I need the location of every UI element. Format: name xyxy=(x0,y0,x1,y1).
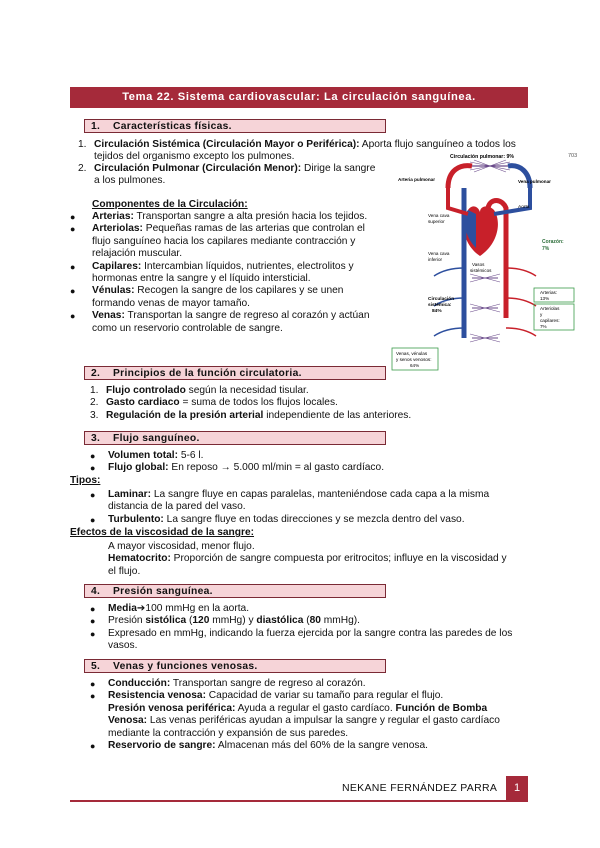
item-text: relajación muscular. xyxy=(92,248,183,260)
systemic-label-2: sistémica: xyxy=(428,303,452,308)
ivc-label-2: inferior xyxy=(428,257,443,262)
bullet-icon: ● xyxy=(90,691,96,702)
item-term: Función de Bomba xyxy=(395,702,488,714)
list-item xyxy=(90,690,528,740)
item-term: Circulación Sistémica (Circulación Mayor o Periférica): xyxy=(94,139,360,150)
circulation-diagram xyxy=(390,148,582,374)
bullet-icon: ● xyxy=(70,224,76,235)
item-term: Vénulas: xyxy=(92,285,135,297)
item-text: mmHg). xyxy=(320,615,361,627)
item-text: Las venas periféricas ayudan a impulsar la sangre y regular el gasto cardíaco xyxy=(147,715,500,727)
item-term: Arterias: xyxy=(92,211,134,222)
item-text: Aporta flujo sanguíneo a todos los xyxy=(359,139,516,150)
list-item xyxy=(70,310,387,335)
numbered-item xyxy=(78,163,398,188)
section-header-5 xyxy=(84,659,386,673)
item-value: 120 xyxy=(192,615,210,627)
item-text: La sangre fluye en capas paralelas, manteniéndose cada capa a la misma xyxy=(151,489,490,500)
arterioles-label-1: Arteriolas xyxy=(540,306,560,311)
viscosity-text xyxy=(108,541,528,578)
item-text: Expresado en mmHg, indicando la fuerza ejercida por la sangre contra las paredes de los xyxy=(108,627,513,639)
page-number: 1 xyxy=(506,776,528,800)
section-header-4 xyxy=(84,584,386,598)
item-term: Gasto cardiaco xyxy=(106,397,180,409)
item-term: diastólica xyxy=(256,615,304,627)
systemic-label-3: 84% xyxy=(432,309,442,314)
item-term: Reservorio de sangre: xyxy=(108,740,216,752)
veins-label-1: Venas, vénulas xyxy=(396,351,428,356)
item-text: Pequeñas ramas de las arterias que controlan el xyxy=(142,223,365,235)
list-item xyxy=(90,385,490,397)
item-term: Flujo global: xyxy=(108,462,169,474)
item-text: = suma de todos los flujos locales. xyxy=(179,397,338,409)
list-item xyxy=(90,462,528,474)
item-term: Turbulento: xyxy=(108,513,164,525)
section-header-2 xyxy=(84,366,386,380)
item-text: mmHg) y xyxy=(209,615,257,627)
item-term: Resistencia venosa: xyxy=(108,690,206,702)
vessels-label-2: sistémicos xyxy=(470,268,492,273)
list-item xyxy=(90,489,528,514)
heart-label-2: 7% xyxy=(542,246,550,252)
item-term: Regulación de la presión arterial xyxy=(106,409,264,421)
svc-label-1: Vena cava xyxy=(428,213,450,218)
item-text: Almacenan más del 60% de la sangre venosa. xyxy=(215,740,428,752)
bullet-icon: ● xyxy=(90,628,96,639)
list-item xyxy=(90,603,528,615)
footer-author: NEKANE FERNÁNDEZ PARRA xyxy=(342,782,498,794)
ivc-label-1: Vena cava xyxy=(428,251,450,256)
bullet-icon: ● xyxy=(90,679,96,689)
bullet-icon: ● xyxy=(90,451,96,461)
bullet-icon: ● xyxy=(70,286,76,297)
item-term: Flujo controlado xyxy=(106,385,186,396)
section-title: Venas y funciones venosas. xyxy=(113,661,258,672)
pulmonary-vein-label: Vena pulmonar xyxy=(518,179,551,184)
item-number: 1. xyxy=(78,139,87,150)
list-item xyxy=(70,223,387,260)
systemic-label-1: Circulación xyxy=(428,297,455,302)
item-term: Hematocrito: xyxy=(108,553,171,565)
item-text: a los pulmones. xyxy=(94,175,166,187)
components-title: Componentes de la Circulación: xyxy=(92,199,248,210)
section-number: 4. xyxy=(91,586,101,597)
viscosity-line: A mayor viscosidad, menor flujo. xyxy=(108,541,255,552)
section-header-1 xyxy=(84,119,386,133)
section-number: 3. xyxy=(91,433,101,444)
principles-list xyxy=(90,385,490,422)
item-term: sistólica xyxy=(145,615,187,627)
item-text: tejidos del organismo excepto los pulmones. xyxy=(94,151,295,163)
item-text: distancia de la pared del vaso. xyxy=(108,501,246,513)
components-list xyxy=(70,211,387,335)
page-title: Tema 22. Sistema cardiovascular: La circulación sanguínea. xyxy=(70,87,528,108)
item-text: Dirige la sangre xyxy=(301,163,376,174)
item-text: Proporción de sangre compuesta por eritrocitos; influye en la viscosidad y xyxy=(170,553,507,565)
pulmonary-artery-label: Arteria pulmonar xyxy=(398,177,436,182)
item-text: En reposo → 5.000 ml/min = al gasto cardíaco. xyxy=(168,462,385,474)
item-term: Laminar: xyxy=(108,489,152,500)
item-text: ( xyxy=(186,615,193,627)
svc-label-2: superior xyxy=(428,219,445,224)
arrow-right-icon: ➔ xyxy=(136,603,146,614)
list-item xyxy=(70,285,387,310)
item-text: el flujo. xyxy=(108,565,141,577)
bullet-icon: ● xyxy=(90,514,96,525)
item-text: mediante la contracción y expansión de sus paredes. xyxy=(108,727,349,739)
aorta-label: Aorta xyxy=(518,205,530,210)
viscosity-title: Efectos de la viscosidad de la sangre: xyxy=(70,527,255,538)
arteries-label-1: Arterias: xyxy=(540,290,558,295)
bullet-icon: ● xyxy=(90,463,96,474)
item-text: 5-6 l. xyxy=(178,450,204,461)
bullet-icon: ● xyxy=(90,604,96,614)
section-title: Presión sanguínea. xyxy=(113,586,213,597)
list-item xyxy=(70,211,387,223)
item-number: 3. xyxy=(90,409,99,421)
list-item xyxy=(70,260,387,286)
section-number: 1. xyxy=(91,121,101,132)
flow-list xyxy=(90,450,528,475)
heart-label-1: Corazón: xyxy=(542,239,564,245)
item-text: independiente de las anteriores. xyxy=(263,409,412,421)
item-text: Presión xyxy=(108,615,146,627)
item-text: Intercambian líquidos, nutrientes, electrolitos y xyxy=(141,260,354,272)
bullet-icon: ● xyxy=(70,212,76,222)
arterioles-label-2: y xyxy=(540,312,543,317)
tipos-title: Tipos: xyxy=(70,475,101,486)
figure-page-number: 703 xyxy=(568,153,578,159)
bullet-icon: ● xyxy=(90,490,96,500)
item-term: Conducción: xyxy=(108,678,171,689)
item-text: Transportan la sangre de regreso al corazón y actúan xyxy=(124,310,370,322)
arterioles-label-4: 7% xyxy=(540,324,547,329)
section-title: Características físicas. xyxy=(113,121,232,132)
tipos-list xyxy=(90,489,528,526)
item-number: 2. xyxy=(78,163,87,174)
pressure-list xyxy=(90,603,528,653)
vessels-label-1: Vasos xyxy=(472,262,485,267)
list-item xyxy=(90,678,528,690)
item-text: Transportan sangre de regreso al corazón. xyxy=(170,678,366,689)
section-header-3 xyxy=(84,431,386,445)
item-text: vasos. xyxy=(108,640,138,652)
list-item xyxy=(90,513,528,526)
item-term: Venas: xyxy=(92,310,125,322)
list-item xyxy=(90,615,528,627)
pulmonary-label: Circulación pulmonar: 9% xyxy=(450,154,514,160)
item-text: formando venas de mayor tamaño. xyxy=(92,297,250,309)
list-item xyxy=(90,450,528,462)
item-term: Venosa: xyxy=(108,715,148,727)
arteries-label-2: 13% xyxy=(540,296,550,301)
section-title: Flujo sanguíneo. xyxy=(113,433,200,444)
item-text: hormonas entre la sangre y el líquido intersticial. xyxy=(92,273,311,285)
bullet-icon: ● xyxy=(90,616,96,627)
item-text: como un reservorio controlable de sangre. xyxy=(92,322,283,334)
arterioles-label-3: capilares: xyxy=(540,318,560,323)
item-term: Presión venosa periférica: xyxy=(108,702,236,714)
item-text: La sangre fluye en todas direcciones y se mezcla dentro del vaso. xyxy=(163,513,465,525)
item-term: Circulación Pulmonar (Circulación Menor): xyxy=(94,163,302,174)
veins-label-3: 64% xyxy=(410,363,420,368)
list-item xyxy=(90,627,528,653)
list-item xyxy=(90,397,490,409)
item-number: 2. xyxy=(90,397,99,409)
section-title: Principios de la función circulatoria. xyxy=(113,368,302,379)
item-text: flujo sanguíneo hacia los capilares mediante contracción y xyxy=(92,235,356,247)
item-term: Arteriolas: xyxy=(92,223,143,235)
heart-icon xyxy=(464,206,498,256)
item-value: 80 xyxy=(309,615,321,627)
item-term: Media xyxy=(108,603,137,614)
list-item xyxy=(90,740,528,752)
footer-rule xyxy=(70,800,528,802)
bullet-icon: ● xyxy=(70,311,76,322)
item-text: Capacidad de variar su tamaño para regular el flujo. xyxy=(205,690,444,702)
section-number: 2. xyxy=(91,368,101,379)
bullet-icon: ● xyxy=(90,741,96,752)
bullet-icon: ● xyxy=(70,261,76,272)
item-term: Capilares: xyxy=(92,260,142,272)
veins-label-2: y senos venosos: xyxy=(396,357,432,362)
list-item xyxy=(90,410,490,422)
item-number: 1. xyxy=(90,385,99,396)
item-text: Ayuda a regular el gasto cardíaco. xyxy=(235,702,396,714)
item-term: Volumen total: xyxy=(108,450,178,461)
item-text: Transportan sangre a alta presión hacia los tejidos. xyxy=(133,211,368,222)
item-text: 100 mmHg en la aorta. xyxy=(145,603,250,614)
item-text: Recogen la sangre de los capilares y se unen xyxy=(134,285,344,297)
item-text: según la necesidad tisular. xyxy=(185,385,309,396)
veins-list xyxy=(90,678,528,752)
section-number: 5. xyxy=(91,661,101,672)
item-text: ( xyxy=(303,615,310,627)
